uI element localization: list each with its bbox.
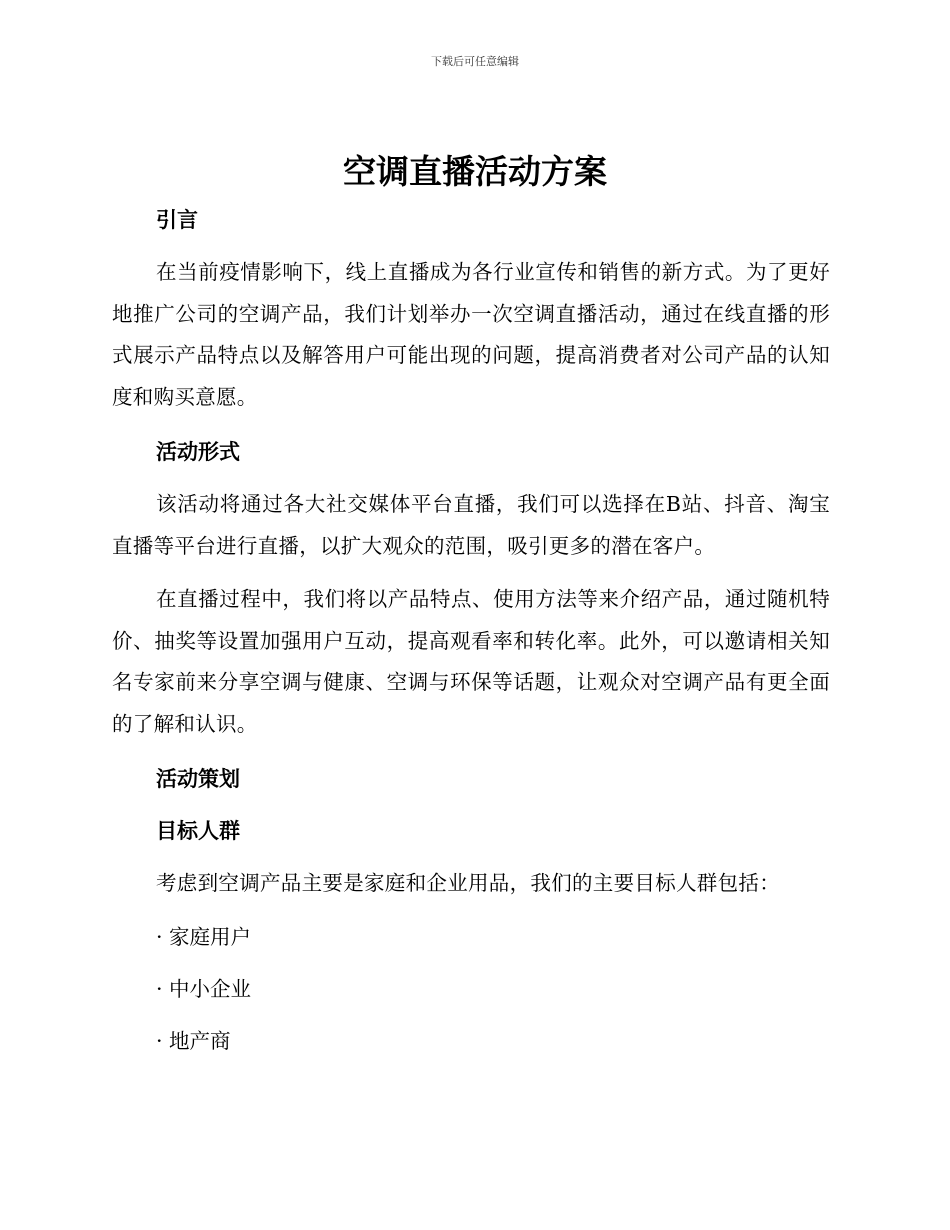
page-header-note: 下载后可任意编辑 [431, 55, 519, 68]
format-paragraph-2: 在直播过程中，我们将以产品特点、使用方法等来介绍产品，通过随机特价、抽奖等设置加强用户互动，提高观看率和转化率。此外，可以邀请相关知名专家前来分享空调与健康、空调与环保等话题，让观众对空调产品有更全面的了解和认识。 [112, 587, 830, 736]
section-heading-planning: 活动策划 [156, 767, 240, 791]
planning-paragraph: 考虑到空调产品主要是家庭和企业用品，我们的主要目标人群包括： [156, 871, 780, 895]
document-body [112, 200, 830, 1061]
intro-paragraph: 在当前疫情影响下，线上直播成为各行业宣传和销售的新方式。为了更好地推广公司的空调产品，我们计划举办一次空调直播活动，通过在线直播的形式展示产品特点以及解答用户可能出现的问题，提高消费者对公司产品的认知度和购买意愿。 [112, 260, 830, 409]
bullet-item-household: · 家庭用户 [156, 924, 252, 949]
section-heading-intro: 引言 [156, 208, 198, 232]
format-paragraph-1: 该活动将通过各大社交媒体平台直播，我们可以选择在B站、抖音、淘宝直播等平台进行直播，以扩大观众的范围，吸引更多的潜在客户。 [112, 492, 830, 558]
bullet-item-sme: · 中小企业 [156, 976, 252, 1001]
subheading-target-audience: 目标人群 [156, 819, 240, 843]
bullet-item-real-estate: · 地产商 [156, 1028, 231, 1053]
section-heading-format: 活动形式 [156, 440, 240, 464]
document-title: 空调直播活动方案 [343, 152, 607, 191]
